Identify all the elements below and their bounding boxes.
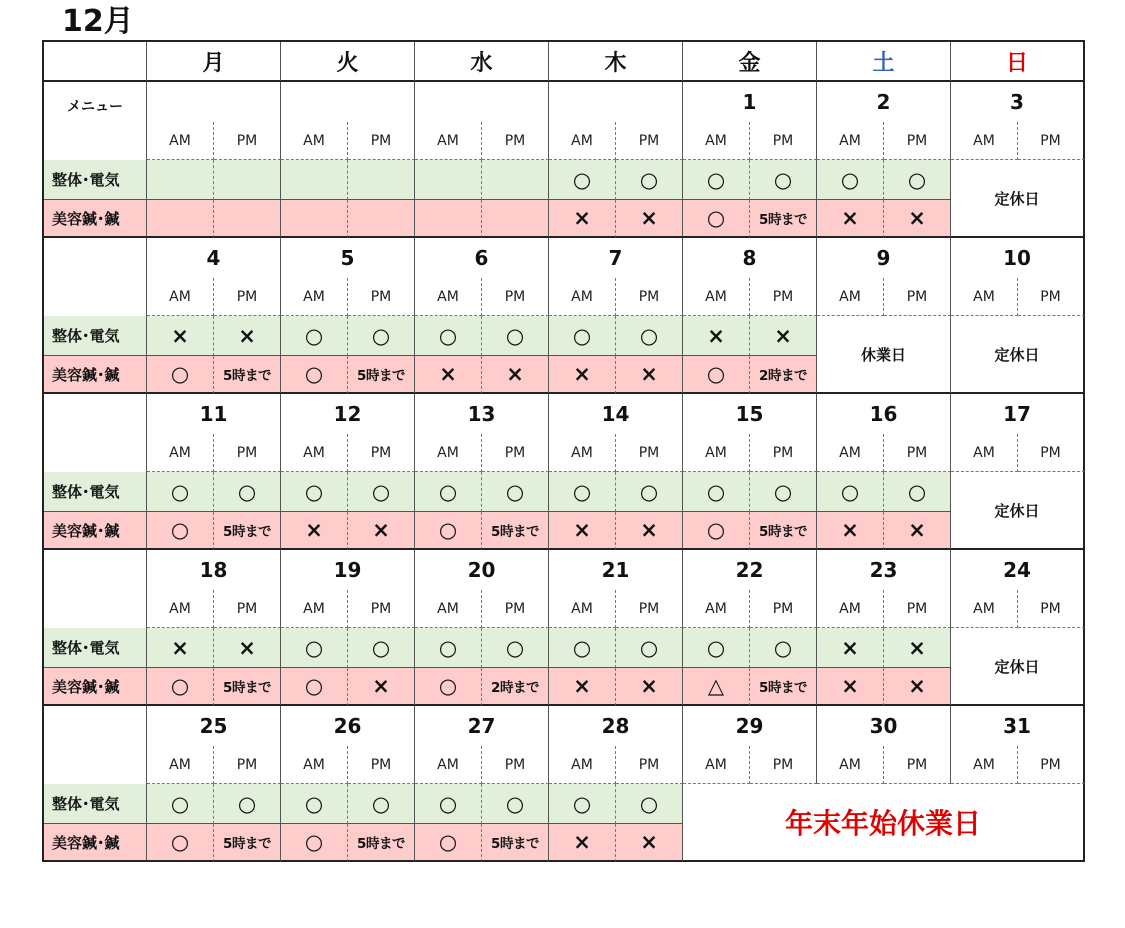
availability-note: 5時まで bbox=[214, 512, 281, 550]
am-label: AM bbox=[147, 122, 214, 160]
availability-mark: ○ bbox=[884, 472, 951, 512]
availability-mark: ○ bbox=[549, 160, 616, 200]
am-label: AM bbox=[281, 278, 348, 316]
day-number: 7 bbox=[549, 238, 683, 278]
pm-label: PM bbox=[884, 278, 951, 316]
availability-mark: ○ bbox=[549, 472, 616, 512]
pm-label: PM bbox=[348, 278, 415, 316]
day-number: 11 bbox=[147, 394, 281, 434]
pm-label: PM bbox=[214, 278, 281, 316]
availability-note: 5時まで bbox=[482, 512, 549, 550]
availability-mark: × bbox=[147, 628, 214, 668]
pm-label: PM bbox=[482, 434, 549, 472]
service-label-biyoshin: 美容鍼･鍼 bbox=[44, 512, 147, 550]
availability-mark: ○ bbox=[683, 356, 750, 394]
weekday-header: 土 bbox=[817, 42, 951, 82]
availability-mark: ○ bbox=[415, 512, 482, 550]
regular-holiday-label: 定休日 bbox=[951, 160, 1085, 238]
availability-mark: × bbox=[750, 316, 817, 356]
day-number: 20 bbox=[415, 550, 549, 590]
schedule-calendar bbox=[42, 40, 1085, 862]
day-number: 17 bbox=[951, 394, 1085, 434]
pm-label: PM bbox=[482, 278, 549, 316]
availability-mark: ○ bbox=[147, 512, 214, 550]
am-label: AM bbox=[549, 746, 616, 784]
availability-mark: ○ bbox=[281, 628, 348, 668]
week-left-blank bbox=[44, 394, 147, 472]
availability-mark bbox=[214, 160, 281, 200]
availability-note: 5時まで bbox=[214, 824, 281, 862]
am-label: AM bbox=[549, 278, 616, 316]
service-label-seitai: 整体･電気 bbox=[44, 316, 147, 356]
week-left-blank bbox=[44, 706, 147, 784]
pm-label: PM bbox=[616, 278, 683, 316]
service-label-seitai: 整体･電気 bbox=[44, 784, 147, 824]
pm-label: PM bbox=[750, 278, 817, 316]
availability-mark bbox=[482, 160, 549, 200]
availability-mark bbox=[415, 200, 482, 238]
pm-label: PM bbox=[482, 122, 549, 160]
am-label: AM bbox=[281, 746, 348, 784]
weekday-header: 火 bbox=[281, 42, 415, 82]
am-label: AM bbox=[281, 434, 348, 472]
availability-mark: × bbox=[482, 356, 549, 394]
availability-mark: × bbox=[817, 628, 884, 668]
am-label: AM bbox=[147, 590, 214, 628]
availability-note: 5時まで bbox=[750, 512, 817, 550]
availability-mark: × bbox=[549, 668, 616, 706]
availability-mark: ○ bbox=[817, 160, 884, 200]
availability-mark: × bbox=[348, 668, 415, 706]
day-number: 3 bbox=[951, 82, 1085, 122]
availability-mark: ○ bbox=[281, 824, 348, 862]
day-number: 16 bbox=[817, 394, 951, 434]
availability-mark: ○ bbox=[147, 356, 214, 394]
availability-mark: ○ bbox=[281, 668, 348, 706]
availability-mark: ○ bbox=[683, 200, 750, 238]
pm-label: PM bbox=[884, 590, 951, 628]
availability-note: 5時まで bbox=[750, 668, 817, 706]
availability-mark: ○ bbox=[549, 784, 616, 824]
day-number: 31 bbox=[951, 706, 1085, 746]
availability-mark: ○ bbox=[147, 668, 214, 706]
regular-holiday-label: 定休日 bbox=[951, 628, 1085, 706]
day-number bbox=[549, 82, 683, 122]
pm-label: PM bbox=[1018, 746, 1085, 784]
day-number: 22 bbox=[683, 550, 817, 590]
week-left-blank bbox=[44, 238, 147, 316]
pm-label: PM bbox=[348, 590, 415, 628]
am-label: AM bbox=[683, 434, 750, 472]
availability-mark: × bbox=[549, 824, 616, 862]
am-label: AM bbox=[549, 122, 616, 160]
pm-label: PM bbox=[1018, 434, 1085, 472]
service-label-seitai: 整体･電気 bbox=[44, 628, 147, 668]
am-label: AM bbox=[281, 122, 348, 160]
availability-mark: ○ bbox=[683, 512, 750, 550]
availability-mark: × bbox=[281, 512, 348, 550]
day-number: 30 bbox=[817, 706, 951, 746]
day-number bbox=[147, 82, 281, 122]
availability-mark: × bbox=[549, 512, 616, 550]
availability-mark: ○ bbox=[482, 316, 549, 356]
availability-mark: × bbox=[348, 512, 415, 550]
availability-mark: × bbox=[884, 512, 951, 550]
day-number: 6 bbox=[415, 238, 549, 278]
am-label: AM bbox=[951, 434, 1018, 472]
day-number: 25 bbox=[147, 706, 281, 746]
weekday-header: 金 bbox=[683, 42, 817, 82]
pm-label: PM bbox=[482, 746, 549, 784]
service-label-biyoshin: 美容鍼･鍼 bbox=[44, 356, 147, 394]
pm-label: PM bbox=[884, 122, 951, 160]
availability-mark: × bbox=[817, 512, 884, 550]
availability-mark bbox=[348, 200, 415, 238]
availability-mark: ○ bbox=[348, 316, 415, 356]
availability-mark bbox=[348, 160, 415, 200]
availability-mark: × bbox=[147, 316, 214, 356]
availability-mark: ○ bbox=[683, 628, 750, 668]
availability-mark: ○ bbox=[750, 472, 817, 512]
availability-note: 2時まで bbox=[750, 356, 817, 394]
service-label-seitai: 整体･電気 bbox=[44, 160, 147, 200]
pm-label: PM bbox=[1018, 590, 1085, 628]
month-title: 12月 bbox=[62, 4, 134, 39]
availability-mark: × bbox=[549, 200, 616, 238]
am-label: AM bbox=[281, 590, 348, 628]
weekday-header: 日 bbox=[951, 42, 1085, 82]
availability-mark: ○ bbox=[817, 472, 884, 512]
availability-mark bbox=[147, 160, 214, 200]
day-number: 19 bbox=[281, 550, 415, 590]
pm-label: PM bbox=[214, 122, 281, 160]
availability-mark: × bbox=[415, 356, 482, 394]
availability-mark: ○ bbox=[415, 824, 482, 862]
availability-mark: ○ bbox=[147, 824, 214, 862]
am-label: AM bbox=[951, 122, 1018, 160]
am-label: AM bbox=[817, 746, 884, 784]
availability-mark bbox=[415, 160, 482, 200]
service-label-biyoshin: 美容鍼･鍼 bbox=[44, 668, 147, 706]
pm-label: PM bbox=[616, 122, 683, 160]
availability-mark: × bbox=[884, 628, 951, 668]
availability-mark: × bbox=[214, 628, 281, 668]
weekday-header: 木 bbox=[549, 42, 683, 82]
availability-mark: ○ bbox=[549, 628, 616, 668]
day-number: 23 bbox=[817, 550, 951, 590]
availability-mark: ○ bbox=[683, 472, 750, 512]
service-label-biyoshin: 美容鍼･鍼 bbox=[44, 824, 147, 862]
weekday-header: 水 bbox=[415, 42, 549, 82]
day-number: 13 bbox=[415, 394, 549, 434]
availability-mark: ○ bbox=[616, 160, 683, 200]
am-label: AM bbox=[683, 590, 750, 628]
availability-mark: ○ bbox=[147, 472, 214, 512]
day-number: 5 bbox=[281, 238, 415, 278]
day-number: 27 bbox=[415, 706, 549, 746]
pm-label: PM bbox=[482, 590, 549, 628]
availability-mark: ○ bbox=[415, 472, 482, 512]
am-label: AM bbox=[951, 746, 1018, 784]
am-label: AM bbox=[817, 590, 884, 628]
day-number: 9 bbox=[817, 238, 951, 278]
availability-note: 2時まで bbox=[482, 668, 549, 706]
availability-note: 5時まで bbox=[214, 356, 281, 394]
day-number: 4 bbox=[147, 238, 281, 278]
availability-mark: ○ bbox=[415, 668, 482, 706]
day-number bbox=[415, 82, 549, 122]
pm-label: PM bbox=[884, 746, 951, 784]
availability-mark: ○ bbox=[415, 784, 482, 824]
am-label: AM bbox=[817, 122, 884, 160]
service-label-biyoshin: 美容鍼･鍼 bbox=[44, 200, 147, 238]
availability-mark: ○ bbox=[750, 160, 817, 200]
pm-label: PM bbox=[348, 122, 415, 160]
availability-mark: ○ bbox=[616, 472, 683, 512]
pm-label: PM bbox=[348, 746, 415, 784]
day-number: 10 bbox=[951, 238, 1085, 278]
availability-mark bbox=[281, 200, 348, 238]
availability-mark: ○ bbox=[348, 628, 415, 668]
day-number bbox=[281, 82, 415, 122]
service-label-seitai: 整体･電気 bbox=[44, 472, 147, 512]
pm-label: PM bbox=[884, 434, 951, 472]
availability-mark: × bbox=[616, 356, 683, 394]
pm-label: PM bbox=[750, 590, 817, 628]
availability-mark: × bbox=[817, 668, 884, 706]
availability-mark: × bbox=[616, 668, 683, 706]
day-number: 1 bbox=[683, 82, 817, 122]
am-label: AM bbox=[147, 746, 214, 784]
am-label: AM bbox=[147, 434, 214, 472]
am-label: AM bbox=[683, 122, 750, 160]
availability-mark: ○ bbox=[616, 784, 683, 824]
availability-mark bbox=[147, 200, 214, 238]
availability-mark: × bbox=[214, 316, 281, 356]
day-number: 28 bbox=[549, 706, 683, 746]
regular-holiday-label: 定休日 bbox=[951, 316, 1085, 394]
day-number: 24 bbox=[951, 550, 1085, 590]
availability-mark: × bbox=[616, 824, 683, 862]
availability-note: 5時まで bbox=[482, 824, 549, 862]
day-number: 26 bbox=[281, 706, 415, 746]
availability-mark: × bbox=[884, 200, 951, 238]
availability-mark: × bbox=[683, 316, 750, 356]
availability-mark: ○ bbox=[683, 160, 750, 200]
am-label: AM bbox=[817, 434, 884, 472]
am-label: AM bbox=[549, 434, 616, 472]
pm-label: PM bbox=[616, 434, 683, 472]
pm-label: PM bbox=[750, 122, 817, 160]
availability-mark: ○ bbox=[482, 472, 549, 512]
day-number: 12 bbox=[281, 394, 415, 434]
day-number: 15 bbox=[683, 394, 817, 434]
availability-note: 5時まで bbox=[750, 200, 817, 238]
am-label: AM bbox=[817, 278, 884, 316]
pm-label: PM bbox=[1018, 122, 1085, 160]
availability-mark: × bbox=[817, 200, 884, 238]
availability-mark: ○ bbox=[482, 628, 549, 668]
day-number: 14 bbox=[549, 394, 683, 434]
pm-label: PM bbox=[348, 434, 415, 472]
am-label: AM bbox=[147, 278, 214, 316]
availability-mark: ○ bbox=[281, 472, 348, 512]
menu-label: メニュー bbox=[44, 82, 147, 160]
availability-mark: ○ bbox=[281, 784, 348, 824]
availability-mark bbox=[214, 200, 281, 238]
am-label: AM bbox=[549, 590, 616, 628]
am-label: AM bbox=[415, 278, 482, 316]
am-label: AM bbox=[415, 434, 482, 472]
availability-note: 5時まで bbox=[348, 824, 415, 862]
header-corner bbox=[44, 42, 147, 82]
availability-mark: ○ bbox=[750, 628, 817, 668]
availability-mark: ○ bbox=[616, 316, 683, 356]
pm-label: PM bbox=[616, 590, 683, 628]
availability-mark: ○ bbox=[415, 628, 482, 668]
pm-label: PM bbox=[750, 434, 817, 472]
closed-day-label: 休業日 bbox=[817, 316, 951, 394]
pm-label: PM bbox=[616, 746, 683, 784]
pm-label: PM bbox=[214, 746, 281, 784]
availability-mark: ○ bbox=[214, 472, 281, 512]
day-number: 18 bbox=[147, 550, 281, 590]
pm-label: PM bbox=[750, 746, 817, 784]
day-number: 8 bbox=[683, 238, 817, 278]
day-number: 29 bbox=[683, 706, 817, 746]
availability-mark: ○ bbox=[281, 356, 348, 394]
availability-mark: ○ bbox=[616, 628, 683, 668]
am-label: AM bbox=[415, 122, 482, 160]
availability-mark: ○ bbox=[281, 316, 348, 356]
am-label: AM bbox=[683, 278, 750, 316]
availability-mark: ○ bbox=[147, 784, 214, 824]
availability-note: 5時まで bbox=[214, 668, 281, 706]
pm-label: PM bbox=[1018, 278, 1085, 316]
availability-mark: ○ bbox=[348, 472, 415, 512]
availability-mark bbox=[281, 160, 348, 200]
availability-mark bbox=[482, 200, 549, 238]
availability-mark: × bbox=[616, 512, 683, 550]
weekday-header: 月 bbox=[147, 42, 281, 82]
availability-mark: ○ bbox=[348, 784, 415, 824]
availability-mark: △ bbox=[683, 668, 750, 706]
availability-mark: ○ bbox=[549, 316, 616, 356]
am-label: AM bbox=[951, 590, 1018, 628]
regular-holiday-label: 定休日 bbox=[951, 472, 1085, 550]
availability-note: 5時まで bbox=[348, 356, 415, 394]
pm-label: PM bbox=[214, 434, 281, 472]
am-label: AM bbox=[683, 746, 750, 784]
year-end-holiday-label: 年末年始休業日 bbox=[683, 784, 1085, 862]
week-left-blank bbox=[44, 550, 147, 628]
availability-mark: ○ bbox=[482, 784, 549, 824]
day-number: 2 bbox=[817, 82, 951, 122]
availability-mark: × bbox=[549, 356, 616, 394]
availability-mark: ○ bbox=[214, 784, 281, 824]
day-number: 21 bbox=[549, 550, 683, 590]
availability-mark: × bbox=[616, 200, 683, 238]
pm-label: PM bbox=[214, 590, 281, 628]
availability-mark: × bbox=[884, 668, 951, 706]
am-label: AM bbox=[951, 278, 1018, 316]
availability-mark: ○ bbox=[415, 316, 482, 356]
am-label: AM bbox=[415, 746, 482, 784]
am-label: AM bbox=[415, 590, 482, 628]
availability-mark: ○ bbox=[884, 160, 951, 200]
